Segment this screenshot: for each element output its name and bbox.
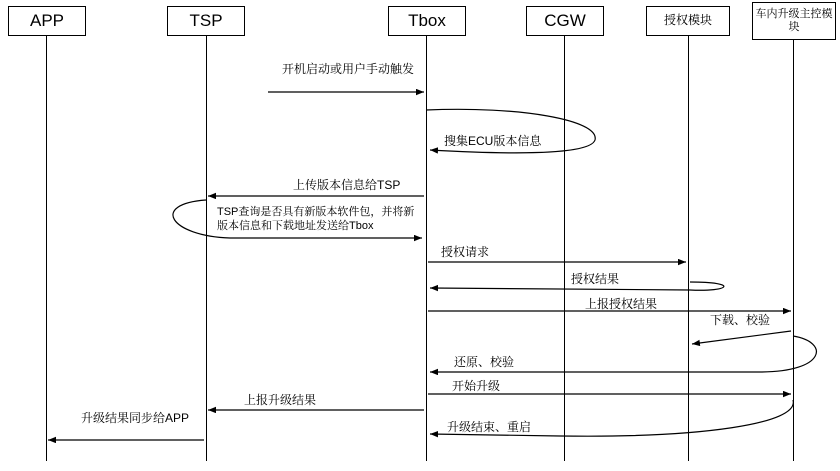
participant-cgw <box>526 6 604 36</box>
message-label-download-verify: 下载、校验 <box>710 313 771 327</box>
message-label-auth-request: 授权请求 <box>441 245 490 259</box>
lifeline-cgw <box>564 36 565 461</box>
message-label-report-upgrade-result: 上报升级结果 <box>244 393 317 407</box>
participant-cgw-label: CGW <box>544 11 586 31</box>
participant-tbox-label: Tbox <box>408 11 446 31</box>
message-label-upgrade-finished-reboot: 升级结束、重启 <box>447 420 532 434</box>
message-label-restore-verify: 还原、校验 <box>454 355 515 369</box>
participant-tsp-label: TSP <box>189 11 223 31</box>
message-label-tsp-query-new-version: TSP查询是否具有新版本软件包，并将新版本信息和下载地址发送给Tbox <box>217 206 415 232</box>
lifeline-auth <box>688 36 689 461</box>
lifeline-tbox <box>426 36 427 461</box>
lifeline-tsp <box>206 36 207 461</box>
participant-ecu <box>752 2 836 40</box>
message-label-auth-result: 授权结果 <box>571 272 620 286</box>
message-label-start-upgrade: 开始升级 <box>452 379 501 393</box>
participant-app-label: APP <box>29 11 65 31</box>
participant-tbox <box>388 6 466 36</box>
message-label-trigger: 开机启动或用户手动触发 <box>282 62 415 76</box>
message-label-upload-version-to-tsp: 上传版本信息给TSP <box>293 178 401 192</box>
participant-app <box>8 6 86 36</box>
lifeline-app <box>46 36 47 461</box>
participant-auth-label: 授权模块 <box>663 13 712 28</box>
participant-auth <box>646 6 730 36</box>
message-label-collect-ecu-version: 搜集ECU版本信息 <box>444 134 542 148</box>
message-label-sync-result-to-app: 升级结果同步给APP <box>81 411 190 425</box>
message-label-report-auth-result: 上报授权结果 <box>585 297 658 311</box>
lifeline-ecu <box>793 40 794 461</box>
participant-tsp <box>167 6 245 36</box>
participant-ecu-label: 车内升级主控模块 <box>755 8 833 33</box>
